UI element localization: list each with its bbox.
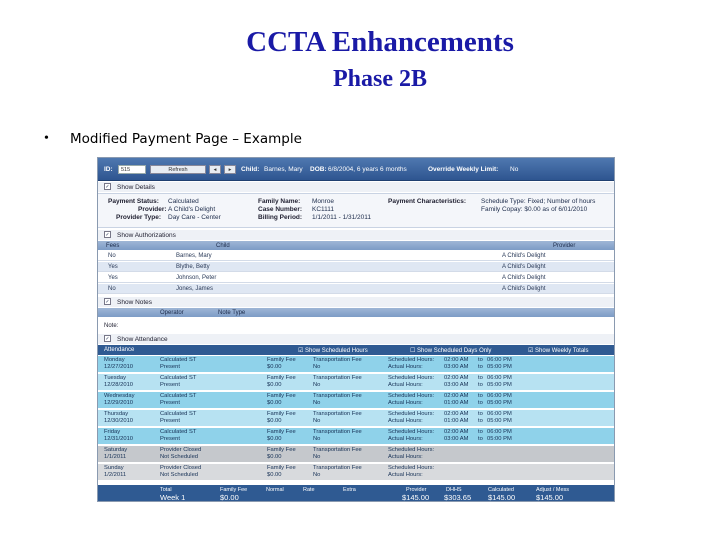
show-attendance-label: Show Attendance <box>117 336 168 343</box>
attendance-trans-label: Transportation Fee <box>313 375 362 381</box>
attendance-fee-label: Family Fee <box>267 393 296 399</box>
attendance-fee-label: Family Fee <box>267 375 296 381</box>
provider-label: Provider: <box>138 206 167 213</box>
auth-child: Jones, James <box>176 286 214 292</box>
auth-table-row[interactable] <box>98 262 614 272</box>
attendance-out: 01:00 AM <box>444 418 469 424</box>
attendance-day: Sunday <box>104 465 124 471</box>
attendance-out: 01:00 AM <box>444 400 469 406</box>
attendance-to1: to <box>478 357 483 363</box>
attendance-trans-label: Transportation Fee <box>313 411 362 417</box>
attendance-status1: Provider Closed <box>160 447 202 453</box>
attendance-fee: $0.00 <box>267 472 282 478</box>
attendance-row[interactable] <box>98 410 614 427</box>
dob-value: 6/8/2004, 6 years 6 months <box>328 166 407 173</box>
totals-adjust: $145.00 <box>536 493 564 502</box>
auth-fees: Yes <box>108 264 118 270</box>
attendance-trans: No <box>313 418 321 424</box>
attendance-status2: Present <box>160 364 180 370</box>
attendance-trans-label: Transportation Fee <box>313 447 362 453</box>
attendance-row[interactable] <box>98 428 614 445</box>
attendance-fee-label: Family Fee <box>267 429 296 435</box>
attendance-trans: No <box>313 472 321 478</box>
auth-table-row[interactable] <box>98 251 614 261</box>
attendance-day: Friday <box>104 429 121 435</box>
auth-child: Barnes, Mary <box>176 253 212 259</box>
attendance-sched-label: Scheduled Hours: <box>388 411 435 417</box>
attendance-in: 02:00 AM <box>444 375 469 381</box>
attendance-actual-label: Actual Hours: <box>388 436 423 442</box>
attendance-day: Tuesday <box>104 375 127 381</box>
auth-col-fees[interactable]: Fees <box>106 243 120 249</box>
attendance-actual-label: Actual Hours: <box>388 454 423 460</box>
auth-table-row[interactable] <box>98 284 614 294</box>
notes-col-note-type[interactable]: Note Type <box>218 310 246 316</box>
attendance-day: Thursday <box>104 411 129 417</box>
attendance-status2: Present <box>160 382 180 388</box>
attendance-fee-label: Family Fee <box>267 357 296 363</box>
attendance-out: 03:00 AM <box>444 364 469 370</box>
attendance-fee: $0.00 <box>267 436 282 442</box>
attendance-status2: Present <box>160 418 180 424</box>
attendance-status1: Calculated ST <box>160 411 197 417</box>
provider-value: A Child's Delight <box>168 206 216 213</box>
attendance-trans: No <box>313 454 321 460</box>
show-authorizations-label: Show Authorizations <box>117 232 176 239</box>
auth-provider: A Child's Delight <box>502 264 546 270</box>
attendance-fee: $0.00 <box>267 400 282 406</box>
attendance-fee-label: Family Fee <box>267 411 296 417</box>
attendance-out-end: 05:00 PM <box>487 400 512 406</box>
slide-subtitle: Phase 2B <box>332 66 427 92</box>
attendance-date: 1/1/2011 <box>104 454 127 460</box>
attendance-status1: Calculated ST <box>160 357 197 363</box>
attendance-fee: $0.00 <box>267 364 282 370</box>
attendance-trans-label: Transportation Fee <box>313 465 362 471</box>
show-attendance-checkbox[interactable]: ✓ <box>105 336 110 342</box>
attendance-out: 03:00 AM <box>444 436 469 442</box>
attendance-in-end: 06:00 PM <box>487 411 512 417</box>
totals-calculated-label: Calculated <box>488 487 514 493</box>
attendance-trans-label: Transportation Fee <box>313 429 362 435</box>
totals-total-label: Total <box>160 487 172 493</box>
attendance-row[interactable] <box>98 464 614 481</box>
notes-col-operator[interactable]: Operator <box>160 310 184 316</box>
attendance-day: Wednesday <box>104 393 135 399</box>
attendance-row[interactable] <box>98 392 614 409</box>
attendance-row[interactable] <box>98 356 614 373</box>
attendance-in: 02:00 AM <box>444 411 469 417</box>
attendance-status1: Provider Closed <box>160 465 202 471</box>
payment-page-screenshot <box>97 157 615 502</box>
weekly-totals-row <box>98 485 614 502</box>
auth-provider: A Child's Delight <box>502 275 546 281</box>
bullet-marker: • <box>44 131 49 146</box>
attendance-trans: No <box>313 364 321 370</box>
attendance-sched-label: Scheduled Hours: <box>388 393 435 399</box>
attendance-date: 12/27/2010 <box>104 364 134 370</box>
attendance-header-label: Attendance <box>104 347 135 353</box>
attendance-in: 02:00 AM <box>444 357 469 363</box>
dob-label: DOB: <box>310 166 327 173</box>
id-input[interactable] <box>118 165 146 174</box>
attendance-out-end: 05:00 PM <box>487 418 512 424</box>
show-details-label: Show Details <box>117 184 155 191</box>
family-name-value: Monroe <box>312 198 335 205</box>
attendance-actual-label: Actual Hours: <box>388 418 423 424</box>
attendance-day: Monday <box>104 357 125 363</box>
provider-type-label: Provider Type: <box>116 214 162 221</box>
bullet-text: Modified Payment Page – Example <box>70 131 302 147</box>
attendance-sched-label: Scheduled Hours: <box>388 375 435 381</box>
attendance-to2: to <box>478 364 483 370</box>
attendance-day: Saturday <box>104 447 128 453</box>
attendance-to2: to <box>478 436 483 442</box>
payment-status-label: Payment Status: <box>108 198 159 205</box>
attendance-date: 1/2/2011 <box>104 472 127 478</box>
attendance-date: 12/29/2010 <box>104 400 134 406</box>
attendance-sched-label: Scheduled Hours: <box>388 429 435 435</box>
id-value: 515 <box>121 167 131 173</box>
notes-label: Note: <box>104 323 119 329</box>
attendance-date: 12/28/2010 <box>104 382 134 388</box>
slide-title: CCTA Enhancements <box>246 26 514 58</box>
child-header-bar <box>98 158 614 181</box>
refresh-button[interactable]: Refresh <box>150 165 206 174</box>
attendance-sched-label: Scheduled Hours: <box>388 447 435 453</box>
auth-table-header <box>98 241 614 250</box>
attendance-status2: Present <box>160 400 180 406</box>
payment-char-label: Payment Characteristics: <box>388 198 467 205</box>
attendance-out: 03:00 AM <box>444 382 469 388</box>
attendance-row[interactable] <box>98 446 614 463</box>
show-authorizations-toggle[interactable] <box>98 230 614 240</box>
attendance-status1: Calculated ST <box>160 375 197 381</box>
attendance-fee: $0.00 <box>267 382 282 388</box>
totals-extra-label: Extra <box>343 487 356 493</box>
attendance-out-end: 05:00 PM <box>487 436 512 442</box>
show-scheduled-days-option[interactable]: ☐ Show Scheduled Days Only <box>410 348 492 354</box>
show-notes-toggle[interactable] <box>98 297 614 307</box>
attendance-trans: No <box>313 436 321 442</box>
attendance-in-end: 06:00 PM <box>487 429 512 435</box>
show-weekly-totals-option[interactable]: ☑ Show Weekly Totals <box>528 348 589 354</box>
auth-provider: A Child's Delight <box>502 286 546 292</box>
billing-period-label: Billing Period: <box>258 214 303 221</box>
auth-provider: A Child's Delight <box>502 253 546 259</box>
attendance-to1: to <box>478 411 483 417</box>
show-attendance-toggle[interactable] <box>98 334 614 344</box>
show-notes-label: Show Notes <box>117 299 153 306</box>
attendance-status1: Calculated ST <box>160 429 197 435</box>
totals-rate-label: Rate <box>303 487 315 493</box>
child-label: Child: <box>241 166 260 173</box>
attendance-to1: to <box>478 393 483 399</box>
attendance-date: 12/31/2010 <box>104 436 134 442</box>
attendance-trans-label: Transportation Fee <box>313 393 362 399</box>
totals-week: Week 1 <box>160 493 186 502</box>
show-scheduled-hours-option[interactable]: ☑ Show Scheduled Hours <box>298 348 368 354</box>
payment-char-line2: Family Copay: $0.00 as of 6/01/2010 <box>481 206 588 213</box>
totals-adjust-label: Adjust / Mess <box>536 487 570 493</box>
notes-area <box>98 320 614 332</box>
attendance-fee: $0.00 <box>267 418 282 424</box>
attendance-status2: Not Scheduled <box>160 472 199 478</box>
auth-col-provider[interactable]: Provider <box>553 243 576 249</box>
show-authorizations-checkbox[interactable]: ✓ <box>105 232 110 238</box>
attendance-to1: to <box>478 429 483 435</box>
attendance-header <box>98 345 614 355</box>
attendance-to2: to <box>478 400 483 406</box>
attendance-trans: No <box>313 400 321 406</box>
attendance-sched-label: Scheduled Hours: <box>388 465 435 471</box>
auth-table-row[interactable] <box>98 273 614 283</box>
attendance-in-end: 06:00 PM <box>487 357 512 363</box>
case-number-label: Case Number: <box>258 206 303 213</box>
auth-child: Johnson, Peter <box>176 275 217 281</box>
attendance-actual-label: Actual Hours: <box>388 382 423 388</box>
totals-provider: $145.00 <box>402 493 430 502</box>
billing-period-value: 1/1/2011 - 1/31/2011 <box>312 214 372 221</box>
attendance-trans: No <box>313 382 321 388</box>
child-value: Barnes, Mary <box>264 166 303 173</box>
attendance-out-end: 05:00 PM <box>487 382 512 388</box>
family-name-label: Family Name: <box>258 198 301 205</box>
attendance-trans-label: Transportation Fee <box>313 357 362 363</box>
auth-col-child[interactable]: Child <box>216 243 230 249</box>
totals-normal-label: Normal <box>266 487 284 493</box>
show-details-checkbox[interactable]: ✓ <box>105 184 110 190</box>
totals-dhhs: $303.65 <box>444 493 472 502</box>
auth-fees: No <box>108 286 116 292</box>
attendance-status1: Calculated ST <box>160 393 197 399</box>
attendance-to1: to <box>478 375 483 381</box>
next-button[interactable]: ▸ <box>224 165 236 174</box>
totals-family-fee-label: Family Fee <box>220 487 248 493</box>
attendance-fee-label: Family Fee <box>267 465 296 471</box>
attendance-in-end: 06:00 PM <box>487 393 512 399</box>
override-label: Override Weekly Limit: <box>428 166 499 173</box>
attendance-fee-label: Family Fee <box>267 447 296 453</box>
notes-table-header <box>98 308 614 317</box>
attendance-in-end: 06:00 PM <box>487 375 512 381</box>
show-details-toggle[interactable] <box>98 182 614 192</box>
override-value: No <box>510 166 519 173</box>
attendance-actual-label: Actual Hours: <box>388 364 423 370</box>
payment-status-value: Calculated <box>168 198 199 205</box>
attendance-in: 02:00 AM <box>444 429 469 435</box>
attendance-to2: to <box>478 418 483 424</box>
attendance-status2: Present <box>160 436 180 442</box>
case-number-value: KC1111 <box>312 206 335 213</box>
attendance-sched-label: Scheduled Hours: <box>388 357 435 363</box>
auth-fees: Yes <box>108 275 118 281</box>
details-panel <box>98 193 614 228</box>
totals-calculated: $145.00 <box>488 493 516 502</box>
attendance-date: 12/30/2010 <box>104 418 134 424</box>
id-label: ID: <box>104 166 113 173</box>
attendance-out-end: 05:00 PM <box>487 364 512 370</box>
attendance-to2: to <box>478 382 483 388</box>
attendance-actual-label: Actual Hours: <box>388 400 423 406</box>
totals-provider-label: Provider <box>406 487 427 493</box>
prev-button[interactable]: ◂ <box>209 165 221 174</box>
attendance-fee: $0.00 <box>267 454 282 460</box>
totals-dhhs-label: DHHS <box>446 487 462 493</box>
auth-child: Blythe, Betty <box>176 264 210 270</box>
payment-char-value: Schedule Type: Fixed; Number of hours <box>481 198 596 205</box>
attendance-in: 02:00 AM <box>444 393 469 399</box>
totals-family-fee: $0.00 <box>220 493 239 502</box>
attendance-row[interactable] <box>98 374 614 391</box>
attendance-status2: Not Scheduled <box>160 454 199 460</box>
attendance-actual-label: Actual Hours: <box>388 472 423 478</box>
auth-fees: No <box>108 253 116 259</box>
provider-type-value: Day Care - Center <box>168 214 221 221</box>
show-notes-checkbox[interactable]: ✓ <box>105 299 110 305</box>
